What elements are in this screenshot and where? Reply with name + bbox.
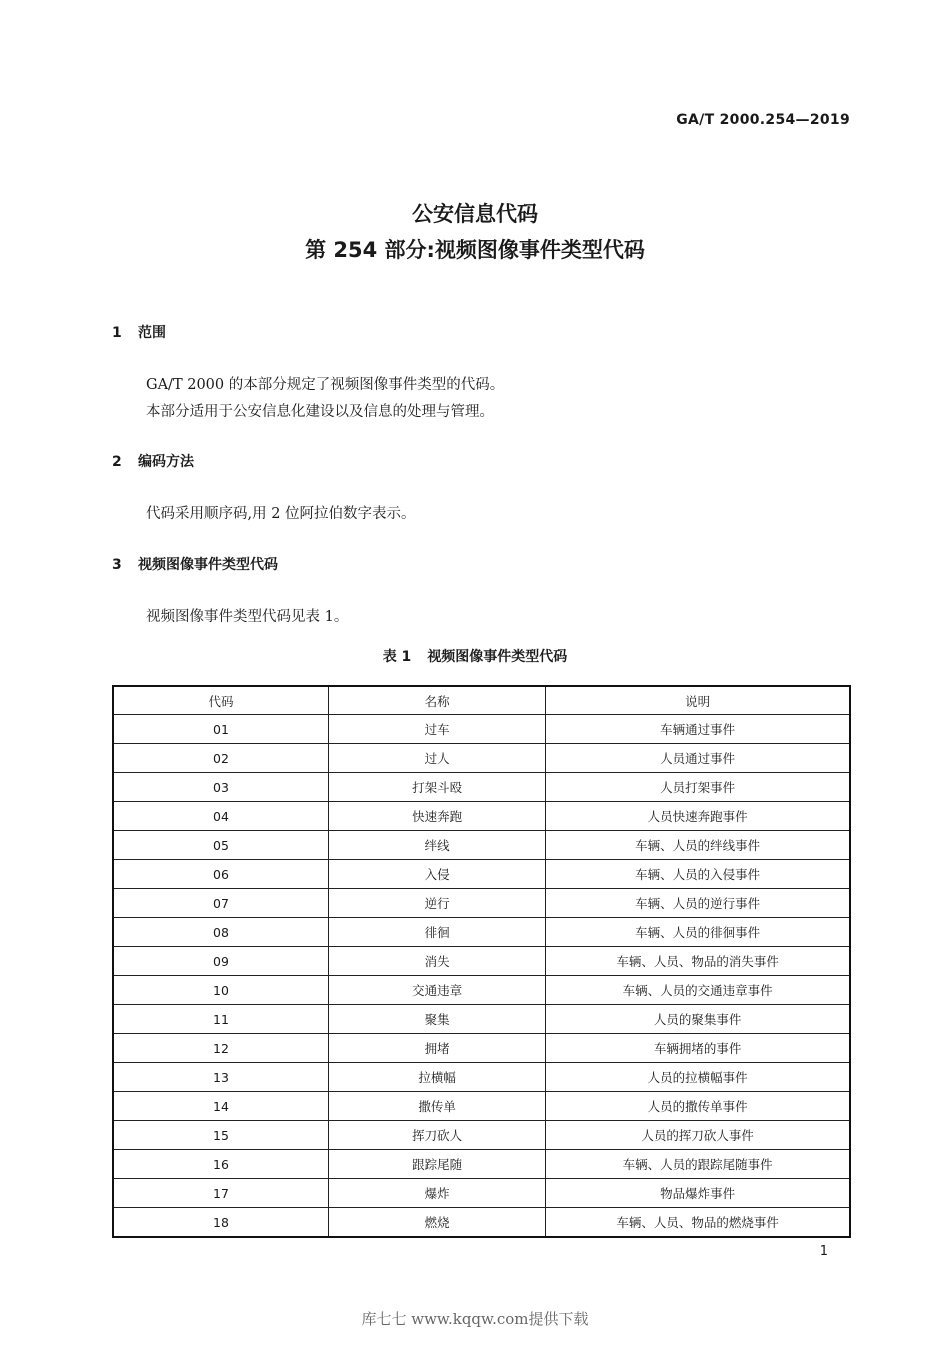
cell-description: 车辆、人员的入侵事件 (546, 860, 850, 889)
cell-name: 拉横幅 (328, 1063, 545, 1092)
table-row (113, 976, 850, 1005)
table-header-row (113, 686, 850, 715)
cell-name: 撒传单 (328, 1092, 545, 1121)
cell-description: 人员的拉横幅事件 (546, 1063, 850, 1092)
table-row (113, 1150, 850, 1179)
section-2-paragraph-1: 代码采用顺序码,用 2 位阿拉伯数字表示。 (146, 506, 416, 522)
cell-name: 燃烧 (328, 1208, 545, 1238)
cell-code: 03 (113, 773, 328, 802)
cell-code: 07 (113, 889, 328, 918)
table-row (113, 802, 850, 831)
cell-code: 14 (113, 1092, 328, 1121)
cell-description: 人员的挥刀砍人事件 (546, 1121, 850, 1150)
page-number: 1 (819, 1244, 828, 1259)
cell-code: 01 (113, 715, 328, 744)
table-row (113, 1121, 850, 1150)
cell-code: 17 (113, 1179, 328, 1208)
cell-name: 聚集 (328, 1005, 545, 1034)
cell-description: 物品爆炸事件 (546, 1179, 850, 1208)
section-number: 3 (112, 557, 122, 573)
table-row (113, 860, 850, 889)
cell-description: 人员的撒传单事件 (546, 1092, 850, 1121)
cell-code: 04 (113, 802, 328, 831)
cell-code: 12 (113, 1034, 328, 1063)
table-row (113, 1092, 850, 1121)
cell-description: 车辆通过事件 (546, 715, 850, 744)
cell-description: 车辆、人员、物品的消失事件 (546, 947, 850, 976)
table-row (113, 1063, 850, 1092)
cell-description: 车辆、人员的徘徊事件 (546, 918, 850, 947)
cell-description: 车辆、人员的交通违章事件 (546, 976, 850, 1005)
cell-code: 08 (113, 918, 328, 947)
cell-description: 人员的聚集事件 (546, 1005, 850, 1034)
section-3-paragraph-1: 视频图像事件类型代码见表 1。 (146, 609, 349, 625)
section-1-paragraph-2: 本部分适用于公安信息化建设以及信息的处理与管理。 (146, 404, 494, 420)
cell-name: 挥刀砍人 (328, 1121, 545, 1150)
cell-description: 车辆、人员、物品的燃烧事件 (546, 1208, 850, 1238)
cell-description: 人员快速奔跑事件 (546, 802, 850, 831)
cell-description: 车辆拥堵的事件 (546, 1034, 850, 1063)
table-row (113, 1208, 850, 1238)
table-row (113, 1034, 850, 1063)
cell-code: 02 (113, 744, 328, 773)
table-caption (0, 646, 950, 666)
section-number: 1 (112, 325, 122, 341)
table-row (113, 744, 850, 773)
cell-code: 15 (113, 1121, 328, 1150)
standard-code: GA/T 2000.254—2019 (676, 112, 850, 128)
column-header-name: 名称 (328, 686, 545, 715)
table-row (113, 773, 850, 802)
cell-name: 过人 (328, 744, 545, 773)
table-caption-title: 视频图像事件类型代码 (427, 649, 568, 665)
table-caption-label: 表 1 (382, 649, 412, 665)
section-title: 范围 (138, 325, 166, 341)
cell-description: 车辆、人员的跟踪尾随事件 (546, 1150, 850, 1179)
cell-name: 交通违章 (328, 976, 545, 1005)
section-1-paragraph-1: GA/T 2000 的本部分规定了视频图像事件类型的代码。 (146, 377, 505, 393)
section-title: 视频图像事件类型代码 (138, 557, 278, 573)
cell-name: 过车 (328, 715, 545, 744)
cell-code: 11 (113, 1005, 328, 1034)
footer-watermark: 库七七 www.kqqw.com提供下载 (361, 1310, 589, 1328)
cell-code: 10 (113, 976, 328, 1005)
event-code-table (112, 685, 851, 1238)
table-row (113, 831, 850, 860)
cell-name: 徘徊 (328, 918, 545, 947)
cell-code: 05 (113, 831, 328, 860)
cell-name: 绊线 (328, 831, 545, 860)
table-row (113, 1005, 850, 1034)
document-subtitle: 第 254 部分:视频图像事件类型代码 (305, 238, 645, 262)
table-row (113, 1179, 850, 1208)
column-header-description: 说明 (546, 686, 850, 715)
document-title: 公安信息代码 (412, 202, 538, 226)
cell-name: 消失 (328, 947, 545, 976)
table-row (113, 715, 850, 744)
section-1-heading (112, 322, 166, 342)
cell-name: 爆炸 (328, 1179, 545, 1208)
cell-description: 车辆、人员的逆行事件 (546, 889, 850, 918)
section-3-heading (112, 554, 278, 574)
table-row (113, 918, 850, 947)
cell-name: 打架斗殴 (328, 773, 545, 802)
cell-description: 人员打架事件 (546, 773, 850, 802)
cell-code: 18 (113, 1208, 328, 1238)
section-2-heading (112, 451, 194, 471)
table-row (113, 889, 850, 918)
cell-code: 13 (113, 1063, 328, 1092)
cell-description: 车辆、人员的绊线事件 (546, 831, 850, 860)
table-row (113, 947, 850, 976)
cell-name: 拥堵 (328, 1034, 545, 1063)
cell-code: 16 (113, 1150, 328, 1179)
cell-name: 快速奔跑 (328, 802, 545, 831)
cell-code: 09 (113, 947, 328, 976)
cell-description: 人员通过事件 (546, 744, 850, 773)
section-number: 2 (112, 454, 122, 470)
cell-name: 跟踪尾随 (328, 1150, 545, 1179)
column-header-code: 代码 (113, 686, 328, 715)
cell-code: 06 (113, 860, 328, 889)
cell-name: 入侵 (328, 860, 545, 889)
section-title: 编码方法 (138, 454, 194, 470)
cell-name: 逆行 (328, 889, 545, 918)
